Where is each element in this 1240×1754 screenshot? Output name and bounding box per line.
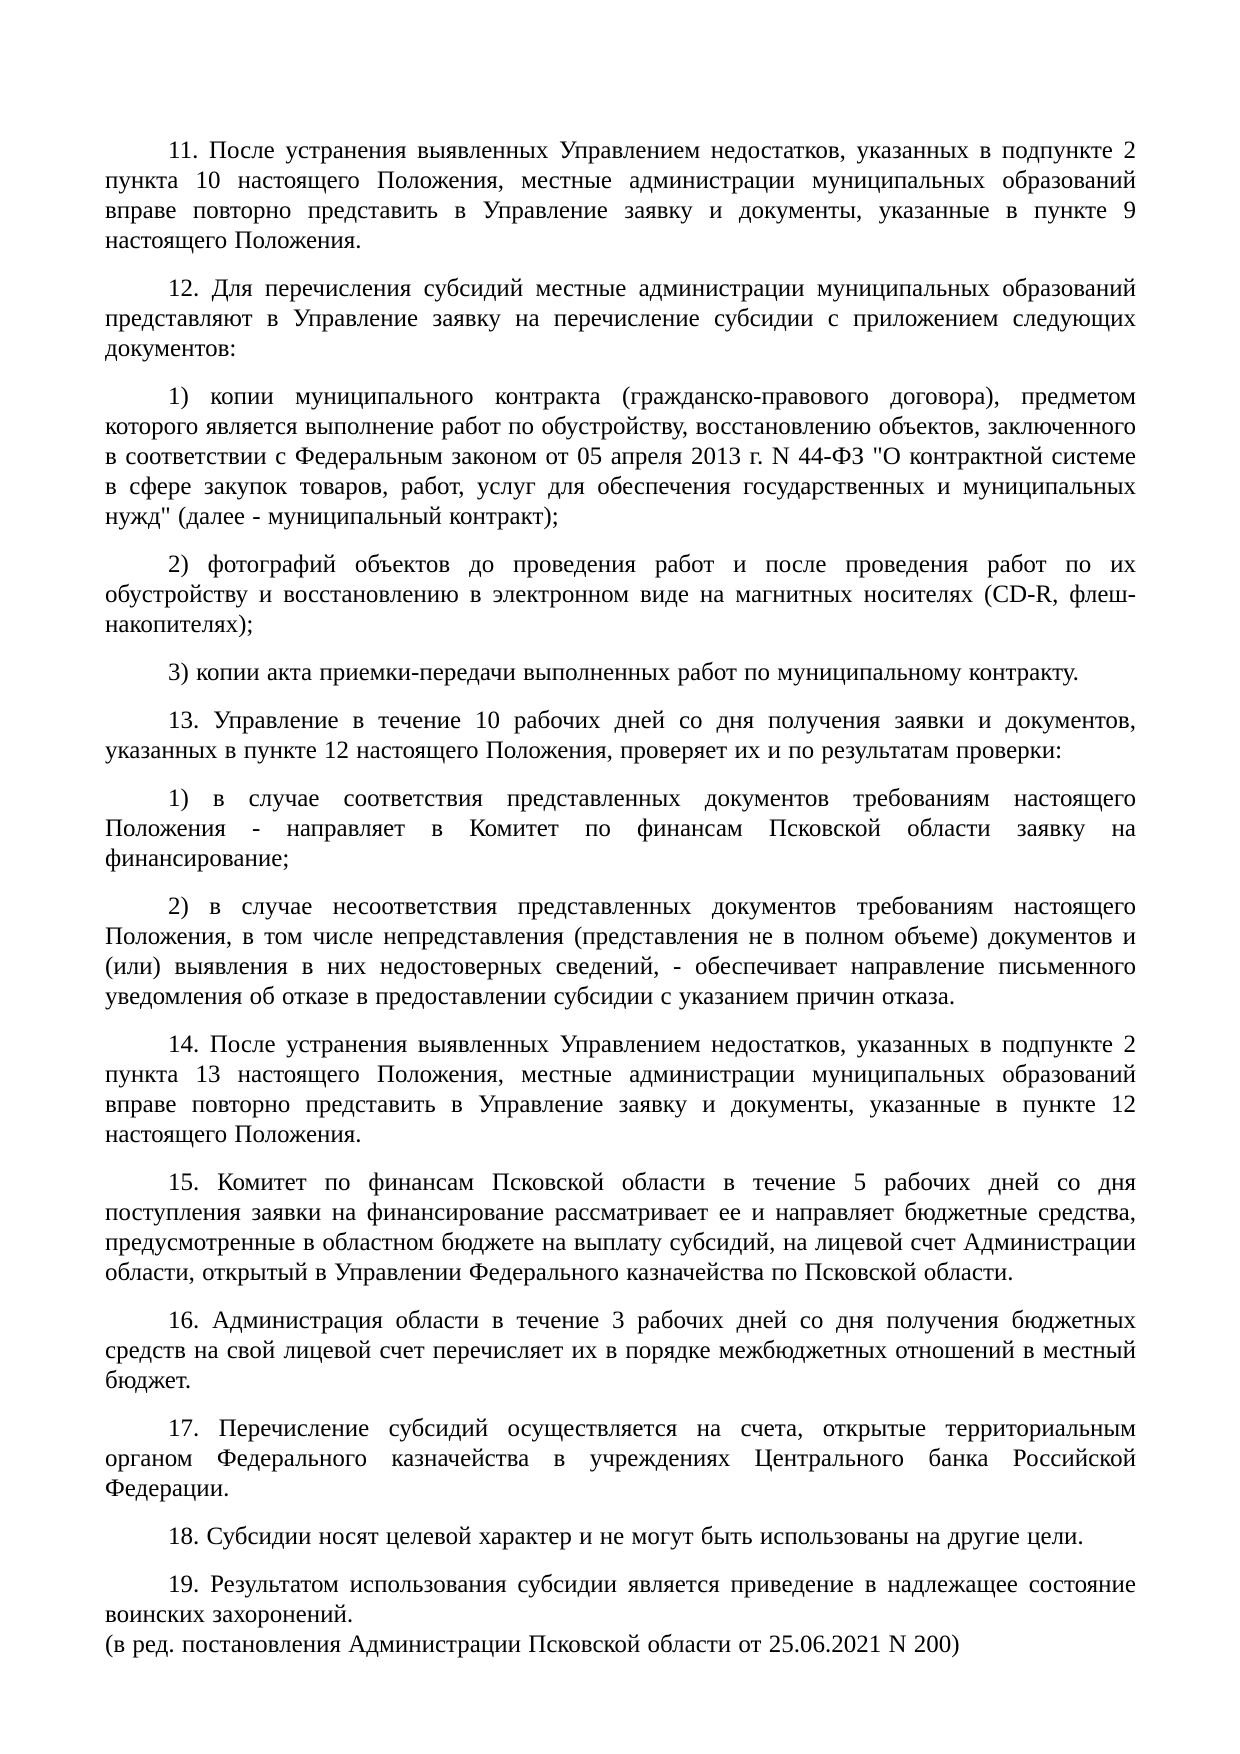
paragraph: 12. Для перечисления субсидий местные администрации муниципальных образований представляют в Управление заявку на перечисление субсидии с приложением следующих документов: bbox=[105, 275, 1136, 362]
paragraph: 2) фотографий объектов до проведения работ и после проведения работ по их обустройству и восстановлению в электронном виде на магнитных носителях (CD-R, флеш-накопителях); bbox=[105, 551, 1136, 638]
paragraph: 3) копии акта приемки-передачи выполненных работ по муниципальному контракту. bbox=[168, 659, 1079, 686]
paragraph: 13. Управление в течение 10 рабочих дней со дня получения заявки и документов, указанных в пункте 12 настоящего Положения, проверяет их и по результатам проверки: bbox=[105, 707, 1136, 764]
paragraph: 18. Субсидии носят целевой характер и не могут быть использованы на другие цели. bbox=[168, 1523, 1084, 1550]
paragraph: 19. Результатом использования субсидии является приведение в надлежащее состояние воинских захоронений. bbox=[105, 1571, 1136, 1628]
paragraph: 17. Перечисление субсидий осуществляется на счета, открытые территориальным органом Федерального казначейства в учреждениях Центрального банка Российской Федерации. bbox=[105, 1415, 1136, 1502]
paragraph: 2) в случае несоответствия представленных документов требованиям настоящего Положения, в том числе непредставления (представления не в полном объеме) документов и (или) выявления в них недостоверных сведений, - обеспечивает направление письменного уведомления об отказе в предоставлении субсидии с указанием причин отказа. bbox=[105, 893, 1136, 1010]
paragraph: 14. После устранения выявленных Управлением недостатков, указанных в подпункте 2 пункта 13 настоящего Положения, местные администрации муниципальных образований вправе повторно представить в Управление заявку и документы, указанные в пункте 12 настоящего Положения. bbox=[105, 1031, 1136, 1148]
paragraph: 11. После устранения выявленных Управлением недостатков, указанных в подпункте 2 пункта 10 настоящего Положения, местные администрации муниципальных образований вправе повторно представить в Управление заявку и документы, указанные в пункте 9 настоящего Положения. bbox=[105, 137, 1136, 254]
paragraph: 1) копии муниципального контракта (гражданско-правового договора), предметом которого является выполнение работ по обустройству, восстановлению объектов, заключенного в соответствии с Федеральным законом от 05 апреля 2013 г. N 44-ФЗ "О контрактной системе в сфере закупок товаров, работ, услуг для обеспечения государственных и муниципальных нужд" (далее - муниципальный контракт); bbox=[105, 383, 1136, 530]
document-body bbox=[105, 136, 1136, 1660]
paragraph: 15. Комитет по финансам Псковской области в течение 5 рабочих дней со дня поступления заявки на финансирование рассматривает ее и направляет бюджетные средства, предусмотренные в областном бюджете на выплату субсидий, на лицевой счет Администрации области, открытый в Управлении Федерального казначейства по Псковской области. bbox=[105, 1169, 1136, 1286]
paragraph: 1) в случае соответствия представленных документов требованиям настоящего Положения - направляет в Комитет по финансам Псковской области заявку на финансирование; bbox=[105, 785, 1136, 872]
paragraph: 16. Администрация области в течение 3 рабочих дней со дня получения бюджетных средств на свой лицевой счет перечисляет их в порядке межбюджетных отношений в местный бюджет. bbox=[105, 1307, 1136, 1394]
amendment-note: (в ред. постановления Администрации Псковской области от 25.06.2021 N 200) bbox=[105, 1631, 960, 1658]
